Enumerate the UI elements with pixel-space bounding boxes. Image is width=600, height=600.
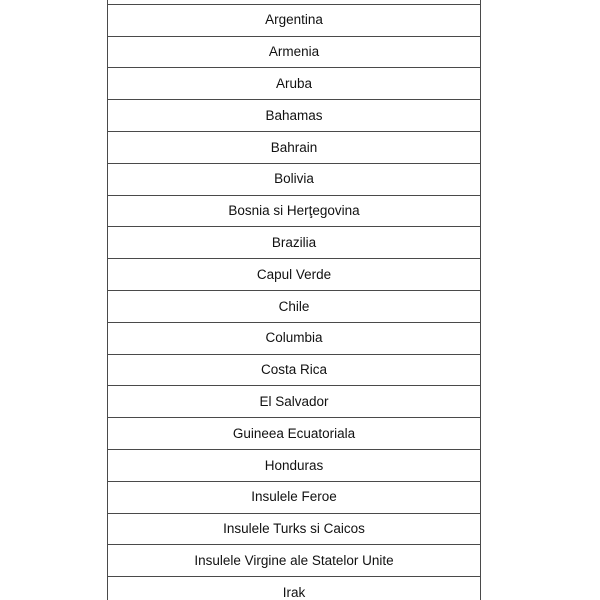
country-cell: Bolivia [108,163,481,195]
country-cell: Chile [108,290,481,322]
country-cell: Guineea Ecuatoriala [108,418,481,450]
table-row [108,577,481,600]
country-cell: Bosnia si Herţegovina [108,195,481,227]
country-cell: Costa Rica [108,354,481,386]
table-row [108,481,481,513]
country-cell: Honduras [108,449,481,481]
country-cell: Insulele Feroe [108,481,481,513]
table-row [108,418,481,450]
country-cell: Bahrain [108,131,481,163]
table-row [108,131,481,163]
table-row [108,449,481,481]
table-row [108,290,481,322]
country-cell: Aruba [108,68,481,100]
country-cell: Capul Verde [108,259,481,291]
table-row [108,68,481,100]
country-cell: Columbia [108,322,481,354]
country-cell: Armenia [108,36,481,68]
table-row [108,545,481,577]
country-cell: Insulele Turks si Caicos [108,513,481,545]
table-row [108,322,481,354]
country-cell: Argentina [108,4,481,36]
table-row [108,513,481,545]
table-row [108,163,481,195]
table-row [108,4,481,36]
country-cell: Bahamas [108,100,481,132]
table-row [108,36,481,68]
country-cell: Insulele Virgine ale Statelor Unite [108,545,481,577]
table-row [108,354,481,386]
country-table-body [108,0,481,600]
country-cell: El Salvador [108,386,481,418]
country-cell: Brazilia [108,227,481,259]
table-row [108,195,481,227]
table-row [108,386,481,418]
country-table [107,0,481,600]
country-cell: Irak [108,577,481,600]
table-row [108,259,481,291]
table-row [108,227,481,259]
table-row [108,100,481,132]
